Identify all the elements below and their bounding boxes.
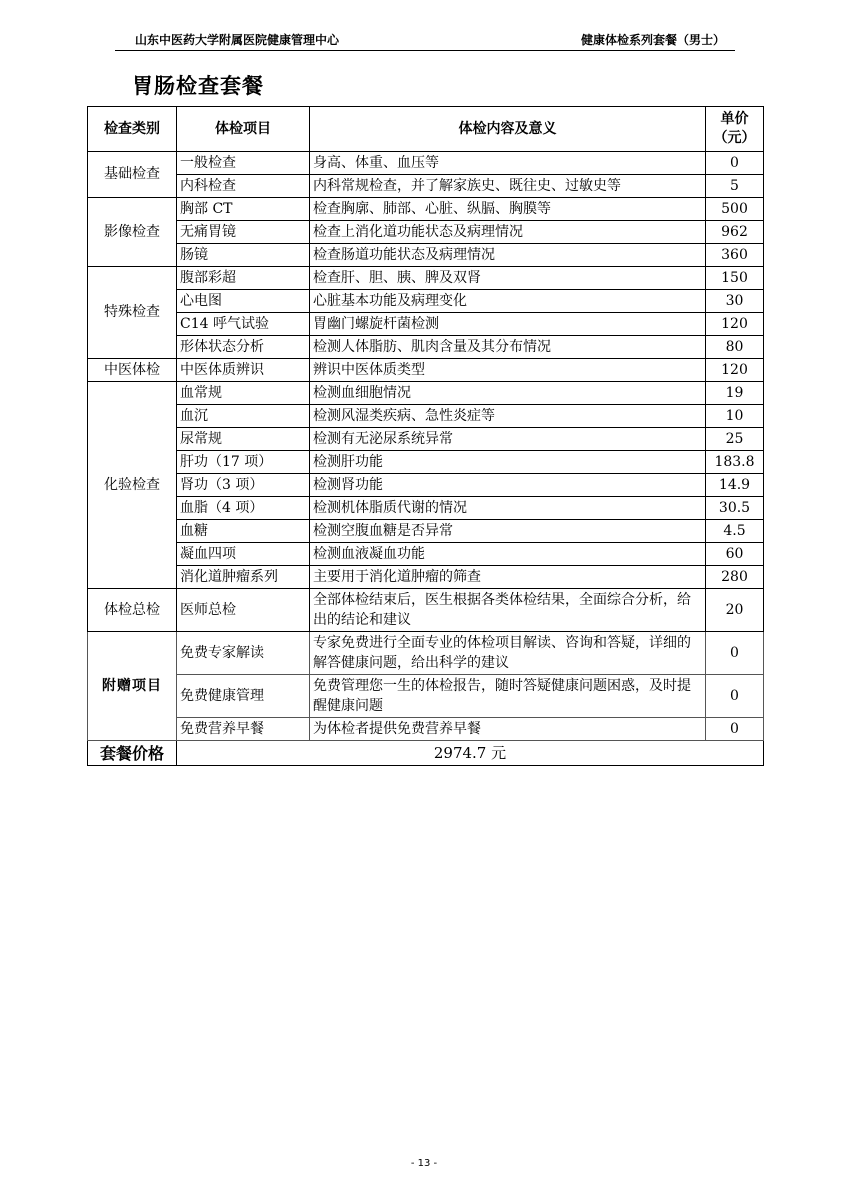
price-cell: 30.5 [706, 497, 764, 520]
item-cell: 心电图 [177, 290, 310, 313]
header-item: 体检项目 [177, 107, 310, 152]
item-cell: 血糖 [177, 520, 310, 543]
table-row [88, 175, 764, 198]
description-cell: 检查肝、胆、胰、脾及双肾 [310, 267, 706, 290]
price-cell: 20 [706, 589, 764, 632]
table-row [88, 198, 764, 221]
table-row [88, 675, 764, 718]
price-cell: 14.9 [706, 474, 764, 497]
header-price: 单价 （元） [706, 107, 764, 152]
description-cell: 心脏基本功能及病理变化 [310, 290, 706, 313]
category-cell: 体检总检 [88, 589, 177, 632]
table-row [88, 566, 764, 589]
description-cell: 主要用于消化道肿瘤的筛查 [310, 566, 706, 589]
item-cell: 凝血四项 [177, 543, 310, 566]
price-cell: 80 [706, 336, 764, 359]
total-value: 2974.7 元 [177, 741, 764, 766]
item-cell: 血沉 [177, 405, 310, 428]
price-cell: 60 [706, 543, 764, 566]
table-row [88, 718, 764, 741]
item-cell: 中医体质辨识 [177, 359, 310, 382]
category-cell: 影像检查 [88, 198, 177, 267]
description-cell: 全部体检结束后，医生根据各类体检结果，全面综合分析，给出的结论和建议 [310, 589, 706, 632]
price-cell: 0 [706, 632, 764, 675]
item-cell: 消化道肿瘤系列 [177, 566, 310, 589]
item-cell: 肠镜 [177, 244, 310, 267]
description-cell: 检查肠道功能状态及病理情况 [310, 244, 706, 267]
description-cell: 检测肝功能 [310, 451, 706, 474]
description-cell: 专家免费进行全面专业的体检项目解读、咨询和答疑，详细的解答健康问题，给出科学的建议 [310, 632, 706, 675]
category-cell: 中医体检 [88, 359, 177, 382]
table-row [88, 589, 764, 632]
table-row [88, 497, 764, 520]
table-row [88, 313, 764, 336]
price-cell: 183.8 [706, 451, 764, 474]
total-label: 套餐价格 [88, 741, 177, 766]
description-cell: 检查胸廓、肺部、心脏、纵膈、胸膜等 [310, 198, 706, 221]
header-series-title: 健康体检系列套餐（男士） [580, 33, 725, 47]
table-row [88, 451, 764, 474]
item-cell: 尿常规 [177, 428, 310, 451]
item-cell: 内科检查 [177, 175, 310, 198]
category-cell: 化验检查 [88, 382, 177, 589]
description-cell: 检测血液凝血功能 [310, 543, 706, 566]
price-cell: 150 [706, 267, 764, 290]
extra-category-cell: 附赠项目 [88, 632, 177, 741]
category-cell: 特殊检查 [88, 267, 177, 359]
item-cell: 无痛胃镜 [177, 221, 310, 244]
table-row [88, 290, 764, 313]
description-cell: 为体检者提供免费营养早餐 [310, 718, 706, 741]
table-row [88, 359, 764, 382]
category-cell: 基础检查 [88, 152, 177, 198]
table-row [88, 520, 764, 543]
table-row [88, 267, 764, 290]
item-cell: 腹部彩超 [177, 267, 310, 290]
package-title: 胃肠检查套餐 [132, 74, 264, 98]
description-cell: 胃幽门螺旋杆菌检测 [310, 313, 706, 336]
price-cell: 120 [706, 313, 764, 336]
header-category: 检查类别 [88, 107, 177, 152]
item-cell: 肝功（17 项） [177, 451, 310, 474]
price-cell: 120 [706, 359, 764, 382]
description-cell: 免费管理您一生的体检报告，随时答疑健康问题困惑，及时提醒健康问题 [310, 675, 706, 718]
price-cell: 4.5 [706, 520, 764, 543]
description-cell: 检测有无泌尿系统异常 [310, 428, 706, 451]
price-cell: 0 [706, 675, 764, 718]
table-row [88, 152, 764, 175]
description-cell: 检测血细胞情况 [310, 382, 706, 405]
price-cell: 280 [706, 566, 764, 589]
item-cell: 一般检查 [177, 152, 310, 175]
price-cell: 0 [706, 152, 764, 175]
table-row [88, 428, 764, 451]
price-cell: 5 [706, 175, 764, 198]
item-cell: 肾功（3 项） [177, 474, 310, 497]
description-cell: 检测风湿类疾病、急性炎症等 [310, 405, 706, 428]
description-cell: 检测肾功能 [310, 474, 706, 497]
header-institution: 山东中医药大学附属医院健康管理中心 [135, 33, 340, 47]
item-cell: 免费健康管理 [177, 675, 310, 718]
description-cell: 辨识中医体质类型 [310, 359, 706, 382]
item-cell: C14 呼气试验 [177, 313, 310, 336]
table-row [88, 382, 764, 405]
table-row [88, 336, 764, 359]
description-cell: 检测机体脂质代谢的情况 [310, 497, 706, 520]
item-cell: 形体状态分析 [177, 336, 310, 359]
table-row [88, 632, 764, 675]
price-cell: 500 [706, 198, 764, 221]
table-row [88, 244, 764, 267]
description-cell: 身高、体重、血压等 [310, 152, 706, 175]
table-row [88, 405, 764, 428]
page-header [115, 28, 735, 51]
table-row [88, 221, 764, 244]
item-cell: 医师总检 [177, 589, 310, 632]
description-cell: 检测空腹血糖是否异常 [310, 520, 706, 543]
description-cell: 检查上消化道功能状态及病理情况 [310, 221, 706, 244]
item-cell: 胸部 CT [177, 198, 310, 221]
price-cell: 19 [706, 382, 764, 405]
description-cell: 检测人体脂肪、肌肉含量及其分布情况 [310, 336, 706, 359]
item-cell: 免费专家解读 [177, 632, 310, 675]
price-cell: 10 [706, 405, 764, 428]
price-cell: 25 [706, 428, 764, 451]
table-row [88, 474, 764, 497]
page-number: - 13 - [410, 1158, 438, 1169]
price-cell: 0 [706, 718, 764, 741]
item-cell: 免费营养早餐 [177, 718, 310, 741]
price-cell: 360 [706, 244, 764, 267]
table-row [88, 543, 764, 566]
price-cell: 962 [706, 221, 764, 244]
item-cell: 血脂（4 项） [177, 497, 310, 520]
item-cell: 血常规 [177, 382, 310, 405]
header-description: 体检内容及意义 [310, 107, 706, 152]
price-cell: 30 [706, 290, 764, 313]
total-row [88, 741, 764, 766]
package-table [87, 106, 764, 766]
description-cell: 内科常规检查，并了解家族史、既往史、过敏史等 [310, 175, 706, 198]
